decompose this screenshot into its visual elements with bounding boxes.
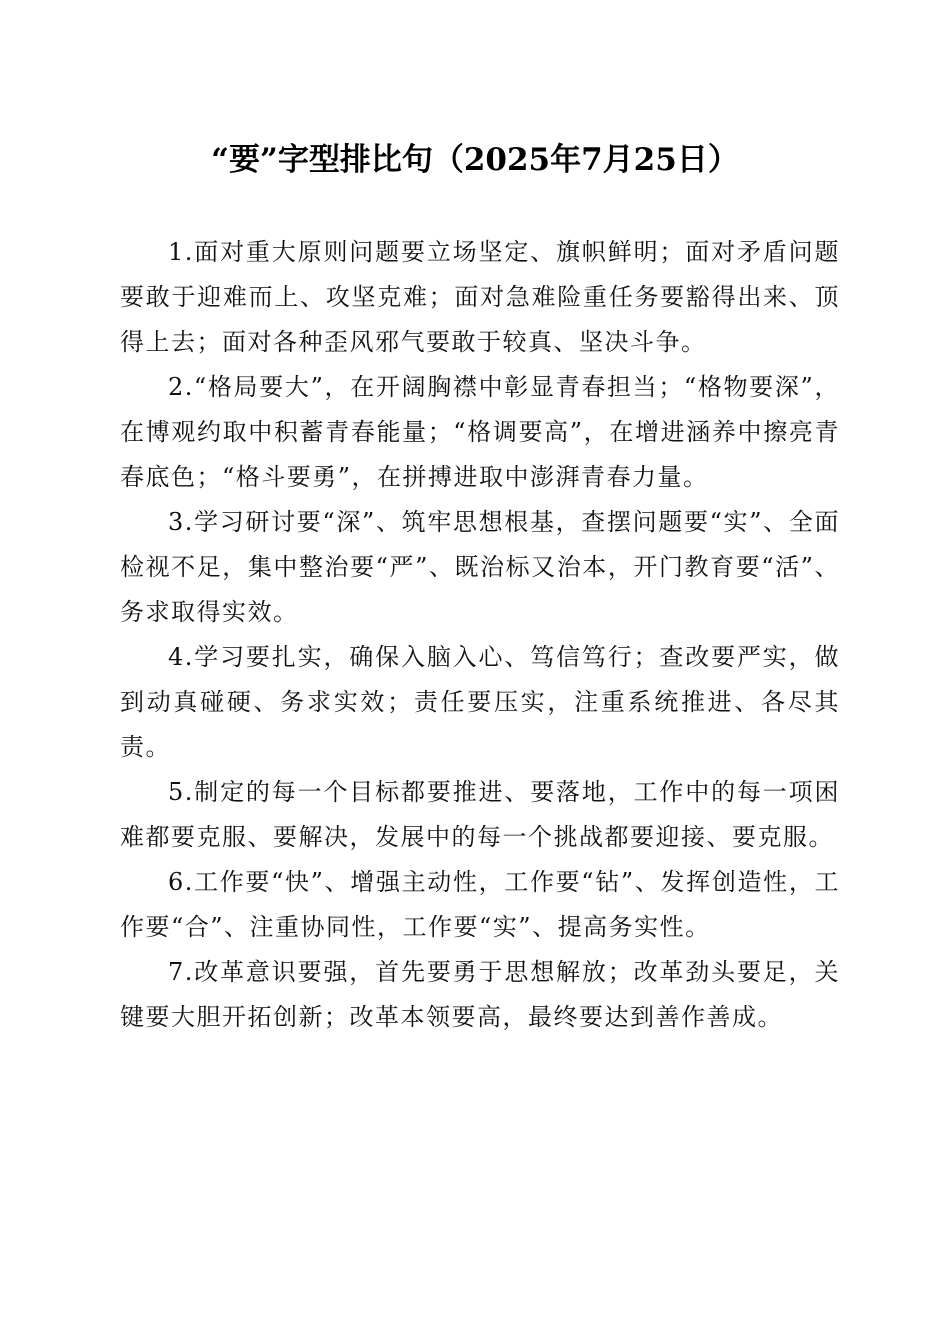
paragraph-3: 3.学习研讨要“深”、筑牢思想根基，查摆问题要“实”、全面检视不足，集中整治要“严”、既治标又治本，开门教育要“活”、务求取得实效。 bbox=[120, 508, 840, 626]
paragraph-6: 6.工作要“快”、增强主动性，工作要“钻”、发挥创造性，工作要“合”、注重协同性，工作要“实”、提高务实性。 bbox=[120, 868, 840, 941]
document-title: “要”字型排比句（2025年7月25日） bbox=[211, 142, 739, 178]
paragraph-1: 1.面对重大原则问题要立场坚定、旗帜鲜明；面对矛盾问题要敢于迎难而上、攻坚克难；面对急难险重任务要豁得出来、顶得上去；面对各种歪风邪气要敢于较真、坚决斗争。 bbox=[120, 238, 840, 356]
paragraph-5: 5.制定的每一个目标都要推进、要落地，工作中的每一项困难都要克服、要解决，发展中的每一个挑战都要迎接、要克服。 bbox=[120, 778, 840, 851]
paragraph-2: 2.“格局要大”，在开阔胸襟中彰显青春担当；“格物要深”，在博观约取中积蓄青春能量；“格调要高”，在增进涵养中擦亮青春底色；“格斗要勇”，在拼搏进取中澎湃青春力量。 bbox=[120, 373, 840, 491]
paragraph-4: 4.学习要扎实，确保入脑入心、笃信笃行；查改要严实，做到动真碰硬、务求实效；责任要压实，注重系统推进、各尽其责。 bbox=[120, 643, 840, 761]
document-body bbox=[120, 230, 840, 1040]
paragraph-7: 7.改革意识要强，首先要勇于思想解放；改革劲头要足，关键要大胆开拓创新；改革本领要高，最终要达到善作善成。 bbox=[120, 958, 840, 1031]
